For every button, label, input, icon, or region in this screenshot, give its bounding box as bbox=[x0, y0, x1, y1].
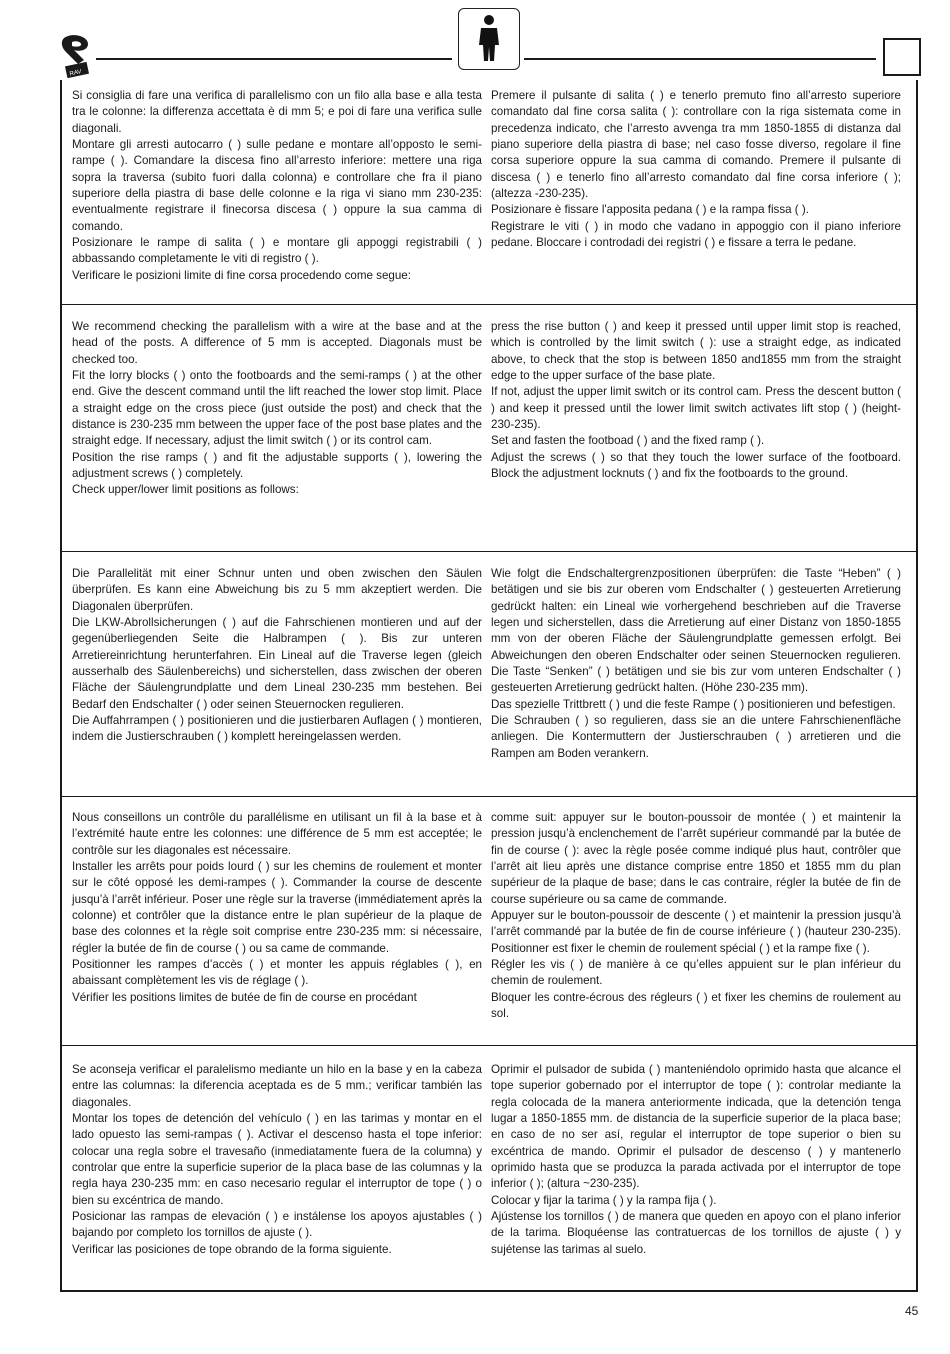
paragraph: Oprimir el pulsador de subida ( ) manteniéndolo oprimido hasta que alcance el tope superior gobernado por el interruptor de tope ( ): controlar mediante la regla colocada de la manera anteriormente indicada, que la detención tenga lugar a 1850-1855 mm. de distancia de la superficie superior de la placa base; en caso de no ser así, regular el interruptor de tope superior o bien su excéntrica de mando. Oprimir el pulsador de descenso ( ) y mantenerlo oprimido hasta que se produzca la parada activada por el interruptor de tope inferior ( ); (altura ~230-235). bbox=[491, 1063, 901, 1191]
section-french bbox=[60, 797, 918, 1046]
italian-right-column bbox=[491, 88, 901, 251]
paragraph: Set and fasten the footboad ( ) and the fixed ramp ( ). bbox=[491, 434, 765, 448]
paragraph: comme suit: appuyer sur le bouton-poussoir de montée ( ) et maintenir la pression jusqu’à enclenchement de l’arrêt supérieur commandé par la butée de fin de course ( ): avec la règle posée comme indiqué plus haut, contrôler que l’arrêt ait lieu après une distance comprise entre 1850 et 1855 mm du plan supérieur de la plaque de base; dans le cas contraire, régler la butée de fin de course supérieure ou sa came de commande. bbox=[491, 811, 901, 906]
section-italian bbox=[60, 80, 918, 305]
german-left-column bbox=[72, 566, 482, 746]
spanish-right-column bbox=[491, 1062, 901, 1258]
italian-left-column bbox=[72, 88, 482, 284]
english-right-column bbox=[491, 319, 901, 482]
person-icon bbox=[459, 9, 519, 69]
paragraph: Adjust the screws ( ) so that they touch the lower surface of the footboard. Block the adjustment locknuts ( ) and fix the footboards to the ground. bbox=[491, 450, 901, 481]
paragraph: Die Auffahrrampen ( ) positionieren und die justierbaren Auflagen ( ) montieren, indem die Justierschrauben ( ) komplett hereingelassen werden. bbox=[72, 714, 482, 744]
french-right-column bbox=[491, 810, 901, 1022]
paragraph: Posizionare le rampe di salita ( ) e montare gli appoggi registrabili ( ) abbassando completamente le viti di registro ( ). bbox=[72, 236, 482, 266]
operator-symbol-box bbox=[458, 8, 520, 70]
paragraph: Verificare le posizioni limite di fine corsa procedendo come segue: bbox=[72, 268, 411, 282]
paragraph: Die Parallelität mit einer Schnur unten und oben zwischen den Säulen überprüfen. Es kann eine Abweichung bis zu 5 mm akzeptiert werden. Die Diagonalen überprüfen. bbox=[72, 567, 482, 613]
section-english bbox=[60, 305, 918, 552]
spanish-left-column bbox=[72, 1062, 482, 1258]
paragraph: We recommend checking the parallelism with a wire at the base and at the head of the posts. A difference of 5 mm is accepted. Diagonals must be checked too. bbox=[72, 320, 482, 366]
manufacturer-logo-icon bbox=[58, 34, 96, 78]
paragraph: Check upper/lower limit positions as follows: bbox=[72, 483, 299, 497]
page-number: 45 bbox=[905, 1304, 919, 1318]
paragraph: Die LKW-Abrollsicherungen ( ) auf die Fahrschienen montieren und auf der gegenüberliegenden Seite die Halbrampen ( ). Bis zur unteren Arretiereinrichtung herunterfahren. Ein Lineal auf die Traverse legen (gleich ausserhalb des Säulenbereichs) und sicherstellen, dass zwischen der oberen Fläche der Säulengrundplatte und dem Lineal 230-235 mm bestehen. Bei Bedarf den Endschalter ( ) oder seinen Steuernocken regulieren. bbox=[72, 616, 482, 711]
paragraph: Registrare le viti ( ) in modo che vadano in appoggio con il piano inferiore pedane. Bloccare i controdadi dei registri ( ) e fissare a terra le pedane. bbox=[491, 219, 901, 250]
paragraph: Vérifier les positions limites de butée de fin de course en procédant bbox=[72, 990, 417, 1004]
paragraph: Wie folgt die Endschaltergrenzpositionen überprüfen: die Taste “Heben” ( ) betätigen und sie bis zur oberen vom Endschalter ( ) gesteuerten Arretierung gedrückt halten: ein Lineal wie vorhergehend beschrieben auf die Traverse legen und sicherstellen, dass die Arretierung auf einer Distanz von 1850-1855 mm von der oberen Fläche der Säulengrundplatte gemessen erfolgt. Bei Abweichungen den oberen Endschalter oder seinen Steuernocken regulieren. Die Taste “Senken” ( ) betätigen und sie bis zur vom unteren Endschalter ( ) gesteuerten Arretierung gedrückt halten. (Höhe 230-235 mm). bbox=[491, 567, 901, 695]
paragraph: Installer les arrêts pour poids lourd ( ) sur les chemins de roulement et monter sur le côté opposé les demi-rampes ( ). Commander la course de descente jusqu’à l’arrêt inférieur. Poser une règle sur la traverse (immédiatement après la colonne) et contrôler que la distance entre le plan supérieur de la plaque de base des colonnes et la règle soit comprise entre 230-235 mm: si nécessaire, régler la butée de fin de course ( ) ou sa came de commande. bbox=[72, 860, 482, 955]
header-rule-left bbox=[96, 58, 452, 60]
paragraph: Positionner les rampes d’accès ( ) et monter les appuis réglables ( ), en abaissant complètement les vis de réglage ( ). bbox=[72, 958, 482, 988]
paragraph: Appuyer sur le bouton-poussoir de descente ( ) et maintenir la pression jusqu’à l’arrêt commandé par la butée de fin de course inférieure ( ) (hauteur 230-235). Positionner est fixer le chemin de roulement spécial ( ) et la rampe fixe ( ). bbox=[491, 909, 901, 955]
paragraph: Colocar y fijar la tarima ( ) y la rampa fija ( ). bbox=[491, 1193, 717, 1207]
english-left-column bbox=[72, 319, 482, 499]
paragraph: Se aconseja verificar el paralelismo mediante un hilo en la base y en la cabeza entre las columnas: la diferencia aceptada es de 5 mm.; verificar también las diagonales. bbox=[72, 1063, 482, 1109]
paragraph: Régler les vis ( ) de manière à ce qu’elles appuient sur le plan inférieur du chemin de roulement. bbox=[491, 958, 901, 988]
paragraph: Montar los topes de detención del vehículo ( ) en las tarimas y montar en el lado opuesto las semi-rampas ( ). Activar el descenso hasta el tope inferior: colocar una regla sobre el travesaño (inmediatamente fuera de la columna) y controlar que entre la superficie superior de la placa base de las columnas y la regla haya 230-235 mm: en caso necesario regular el interruptor de tope ( ) o bien su excéntrica de mando. bbox=[72, 1112, 482, 1207]
paragraph: Si consiglia di fare una verifica di parallelismo con un filo alla base e alla testa tra le colonne: la differenza accettata è di mm 5; e poi di fare una verifica sulle diagonali. bbox=[72, 89, 482, 135]
paragraph: If not, adjust the upper limit switch or its control cam. Press the descent button ( ) and keep it pressed until the lower limit switch activates lift stop ( ) (height-230-235). bbox=[491, 385, 901, 432]
paragraph: Fit the lorry blocks ( ) onto the footboards and the semi-ramps ( ) at the other end. Give the descent command until the lift reached the lower stop limit. Place a straight edge on the cross piece (just outside the post) and check that the distance is 230-235 mm between the upper face of the post base plates and the straight edge. If necessary, adjust the limit switch ( ) or its control cam. bbox=[72, 369, 482, 448]
section-german bbox=[60, 552, 918, 797]
paragraph: Nous conseillons un contrôle du parallélisme en utilisant un fil à la base et à l’extrémité haute entre les colonnes: une différence de 5 mm est acceptée; le contrôle sur les diagonales est nécessaire. bbox=[72, 811, 482, 857]
header-rule-right bbox=[524, 58, 876, 60]
paragraph: Posicionar las rampas de elevación ( ) e instálense los apoyos ajustables ( ) bajando por completo los tornillos de ajuste ( ). bbox=[72, 1210, 482, 1240]
paragraph: Posizionare è fissare l'apposita pedana ( ) e la rampa fissa ( ). bbox=[491, 203, 809, 217]
paragraph: Das spezielle Trittbrett ( ) und die feste Rampe ( ) positionieren und befestigen. bbox=[491, 697, 896, 711]
paragraph: Position the rise ramps ( ) and fit the adjustable supports ( ), lowering the adjustment screws ( ) completely. bbox=[72, 450, 482, 481]
paragraph: Premere il pulsante di salita ( ) e tenerlo premuto fino all’arresto superiore comandato dal fine corsa salita ( ): controllare con la riga sistemata come in precedenza indicato, che l’arresto avvenga tra mm 1850-1855 di distanza dal piano superiore della piastra di base; nel caso fosse diverso, regolare il fine corsa superiore oppure la sua camma di comando. Premere il pulsante di discesa ( ) e tenerlo fino all’arresto comandato dal fine corsa inferiore ( ); (altezza -230-235). bbox=[491, 89, 901, 201]
paragraph: Ajústense los tornillos ( ) de manera que queden en apoyo con el plano inferior de la tarima. Bloquéense las contratuercas de los tornillos de ajuste ( ) y sujétense las tarimas al suelo. bbox=[491, 1210, 901, 1256]
paragraph: Bloquer les contre-écrous des régleurs ( ) et fixer les chemins de roulement au sol. bbox=[491, 990, 901, 1021]
paragraph: Montare gli arresti autocarro ( ) sulle pedane e montare all’opposto le semi-rampe ( ). Comandare la discesa fino all’arresto inferiore: mettere una riga sopra la traversa (subito fuori dalla colonna) e controllare che fra il piano superiore della piastra di base delle colonne e la riga vi siano mm 230-235: eventualmente registrare il finecorsa discesa ( ) oppure la sua camma di comando. bbox=[72, 138, 482, 233]
french-left-column bbox=[72, 810, 482, 1006]
corner-box bbox=[883, 38, 921, 76]
paragraph: press the rise button ( ) and keep it pressed until upper limit stop is reached, which is controlled by the limit switch ( ): use a straight edge, as indicated above, to check that the stop is between 1850 and1855 mm from the straight edge to the upper surface of the base plate. bbox=[491, 320, 901, 383]
paragraph: Verificar las posiciones de tope obrando de la forma siguiente. bbox=[72, 1242, 392, 1256]
german-right-column bbox=[491, 566, 901, 762]
svg-text:RAV: RAV bbox=[69, 69, 83, 78]
paragraph: Die Schrauben ( ) so regulieren, dass sie an die untere Fahrschienenfläche anliegen. Die Kontermuttern der Justierschrauben ( ) arretieren und die Rampen am Boden verankern. bbox=[491, 714, 901, 760]
section-spanish bbox=[60, 1046, 918, 1292]
